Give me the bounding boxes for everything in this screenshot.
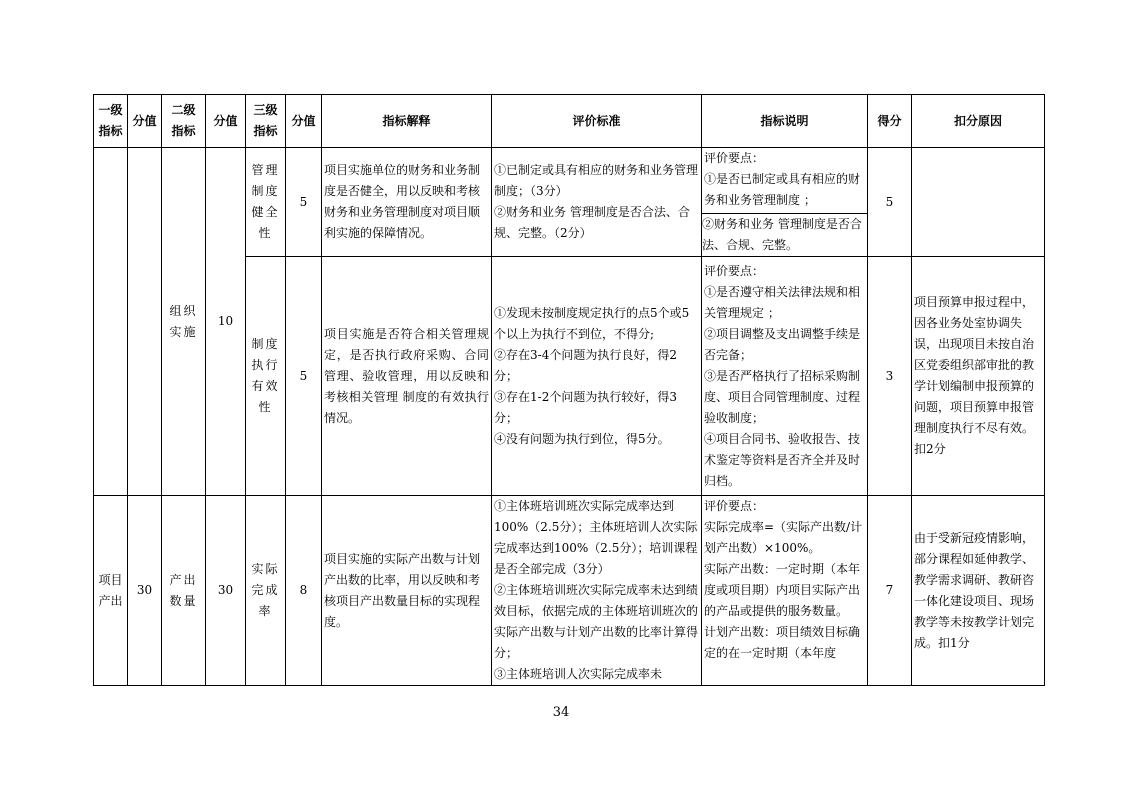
evaluation-table: [93, 94, 1045, 686]
criteria-cell: ①主体班培训班次实际完成率达到100%（2.5分）；主体班培训人次实际完成率达到100%（2.5分）；培训课程是否全部完成（3分） ②主体班培训班次实际完成率未达到绩效目标，依据完成的主体班培训班次的实际产出数与计划产出数的比率计算得分； ③主体班培训人次实际完成率未: [492, 496, 702, 686]
score3-cell: 8: [286, 496, 322, 686]
header-score1: 分值: [128, 95, 162, 148]
note-cell: 评价要点： ①是否遵守相关法律法规和相关管理规定 ； ②项目调整及支出调整手续是否完备； ③是否严格执行了招标采购制度、项目合同管理制度、过程验收制度； ④项目合同书、验收报告、技术鉴定等资料是否齐全并及时归档。: [702, 257, 868, 496]
page-number: 34: [552, 705, 570, 720]
level1-cell-empty: [94, 148, 128, 496]
reason-cell: 项目预算申报过程中，因各业务处室协调失误，出现项目未按自治区党委组织部审批的教学计划编制申报预算的问题，项目预算申报管理制度执行不尽有效。扣2分: [912, 257, 1045, 496]
score3-cell: 5: [286, 257, 322, 496]
header-got: 得分: [868, 95, 912, 148]
got-cell: 3: [868, 257, 912, 496]
explanation-cell: 项目实施的实际产出数与计划产出数的比率，用以反映和考核项目产出数量目标的实现程度。: [322, 496, 492, 686]
table-row: [94, 496, 1045, 686]
header-level1: 一级 指标: [94, 95, 128, 148]
score1-cell-empty: [128, 148, 162, 496]
header-score3: 分值: [286, 95, 322, 148]
note-part-a: 评价要点： ①是否已制定或具有相应的财务和业务管理制度 ；: [704, 151, 861, 207]
criteria-cell: ①发现未按制度规定执行的点5个或5个以上为执行不到位，不得分; ②存在3-4个问题为执行良好，得2分； ③存在1-2个问题为执行较好，得3分； ④没有问题为执行到位，得5分。: [492, 257, 702, 496]
header-level3: 三级 指标: [246, 95, 286, 148]
level2-cell: 产出 数量: [162, 496, 206, 686]
header-note: 指标说明: [702, 95, 868, 148]
level2-cell: 组织 实施: [162, 148, 206, 496]
reason-cell: 由于受新冠疫情影响，部分课程如延伸教学、教学需求调研、教研咨一体化建设项目、现场教学等未按教学计划完成。扣1分: [912, 496, 1045, 686]
header-reason: 扣分原因: [912, 95, 1045, 148]
header-criteria: 评价标准: [492, 95, 702, 148]
header-level2: 二级 指标: [162, 95, 206, 148]
level3-cell: 管理 制度 健全 性: [246, 148, 286, 257]
note-cell: 评价要点： 实际完成率=（实际产出数/计划产出数）×100%。 实际产出数：一定时期（本年度或项目期）内项目实际产出的产品或提供的服务数量。 计划产出数：项目绩效目标确定的在一定时期（本年度: [702, 496, 868, 686]
level3-cell: 实际 完成 率: [246, 496, 286, 686]
score3-cell: 5: [286, 148, 322, 257]
note-cell: [702, 148, 868, 257]
score1-cell: 30: [128, 496, 162, 686]
header-score2: 分值: [206, 95, 246, 148]
criteria-cell: ①已制定或具有相应的财务和业务管理制度；（3分） ②财务和业务 管理制度是否合法、合规、完整。（2分）: [492, 148, 702, 257]
header-explanation: 指标解释: [322, 95, 492, 148]
level3-cell: 制度 执行 有效 性: [246, 257, 286, 496]
note-part-b: ②财务和业务 管理制度是否合法、合规、完整。: [702, 213, 868, 256]
score2-cell: 10: [206, 148, 246, 496]
reason-cell: [912, 148, 1045, 257]
score2-cell: 30: [206, 496, 246, 686]
explanation-cell: 项目实施单位的财务和业务制度是否健全，用以反映和考核财务和业务管理制度对项目顺利实施的保障情况。: [322, 148, 492, 257]
got-cell: 5: [868, 148, 912, 257]
header-row: [94, 95, 1045, 148]
got-cell: 7: [868, 496, 912, 686]
explanation-cell: 项目实施是否符合相关管理规定，是否执行政府采购、合同管理、验收管理，用以反映和考核相关管理 制度的有效执行情况。: [322, 257, 492, 496]
level1-cell: 项目 产出: [94, 496, 128, 686]
table-row: [94, 148, 1045, 257]
